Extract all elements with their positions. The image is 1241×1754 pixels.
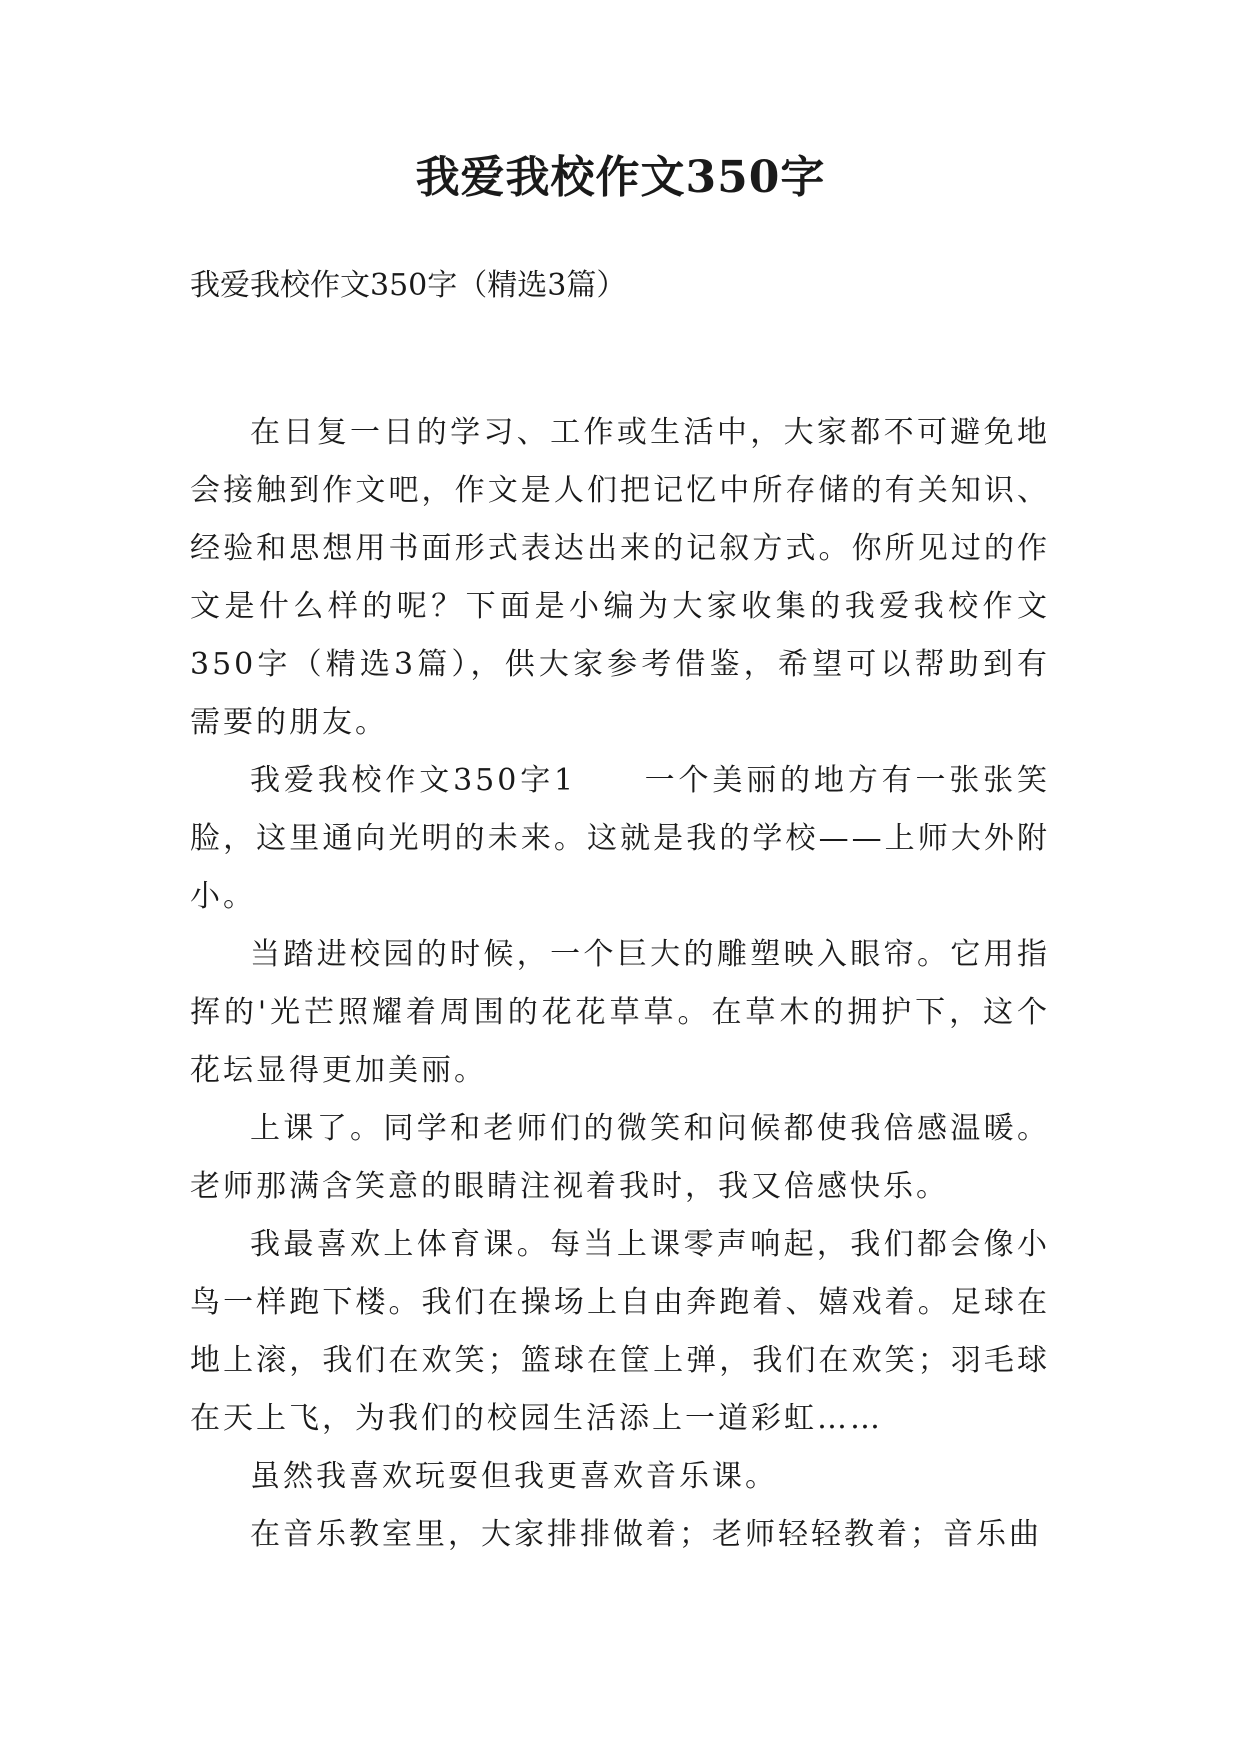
essay-paragraph: 我爱我校作文350字1 一个美丽的地方有一张张笑脸，这里通向光明的未来。这就是我的学校——上师大外附小。 [190, 763, 1050, 914]
document-subtitle: 我爱我校作文350字（精选3篇） [190, 268, 627, 303]
essay-paragraph: 我最喜欢上体育课。每当上课零声响起，我们都会像小鸟一样跑下楼。我们在操场上自由奔跑着、嬉戏着。足球在地上滚，我们在欢笑；篮球在筐上弹，我们在欢笑；羽毛球在天上飞，为我们的校园生活添上一道彩虹…… [190, 1227, 1050, 1436]
essay-paragraph: 在音乐教室里，大家排排做着；老师轻轻教着；音乐曲 [250, 1517, 1042, 1552]
intro-paragraph: 在日复一日的学习、工作或生活中，大家都不可避免地会接触到作文吧，作文是人们把记忆中所存储的有关知识、经验和思想用书面形式表达出来的记叙方式。你所见过的作文是什么样的呢？下面是小编为大家收集的我爱我校作文350字（精选3篇），供大家参考借鉴，希望可以帮助到有需要的朋友。 [190, 415, 1050, 740]
essay-paragraph: 虽然我喜欢玩耍但我更喜欢音乐课。 [250, 1459, 778, 1494]
essay-paragraph: 当踏进校园的时候，一个巨大的雕塑映入眼帘。它用指挥的'光芒照耀着周围的花花草草。在草木的拥护下，这个花坛显得更加美丽。 [190, 937, 1050, 1088]
document-body [190, 404, 1050, 1564]
essay-paragraph: 上课了。同学和老师们的微笑和问候都使我倍感温暖。老师那满含笑意的眼睛注视着我时，我又倍感快乐。 [190, 1111, 1050, 1204]
document-title: 我爱我校作文350字 [415, 152, 826, 203]
